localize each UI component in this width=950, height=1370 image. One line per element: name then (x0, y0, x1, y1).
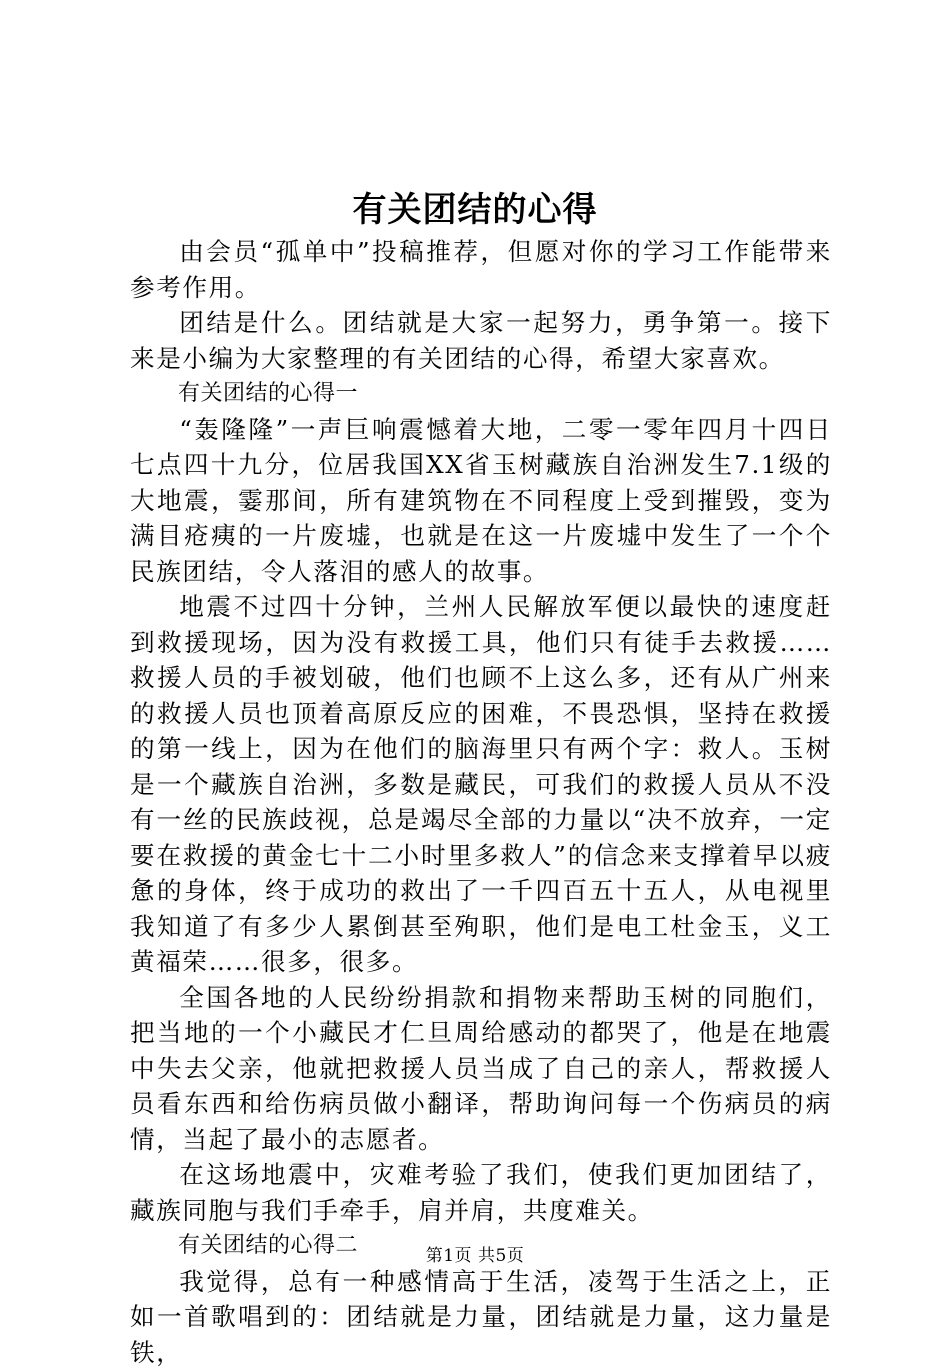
document-title: 有关团结的心得 (0, 186, 950, 234)
body-paragraph: 全国各地的人民纷纷捐款和捐物来帮助玉树的同胞们，把当地的一个小藏民才仁旦周给感动的都哭了，他是在地震中失去父亲，他就把救援人员当成了自己的亲人，帮救援人员看东西和给伤病员做小翻译，帮助询问每一个伤病员的病情，当起了最小的志愿者。 (130, 980, 832, 1158)
body-paragraph: 在这场地震中，灾难考验了我们，使我们更加团结了，藏族同胞与我们手牵手，肩并肩，共度难关。 (130, 1157, 832, 1228)
body-paragraph: 我觉得，总有一种感情高于生活，凌驾于生活之上，正如一首歌唱到的：团结就是力量，团结就是力量，这力量是铁， (130, 1264, 832, 1370)
page-number-footer: 第1页 共5页 (0, 1244, 950, 1268)
intro-paragraph: 由会员“孤单中”投稿推荐，但愿对你的学习工作能带来参考作用。 (130, 234, 832, 305)
document-body (130, 234, 832, 1370)
body-paragraph: “轰隆隆”一声巨响震憾着大地，二零一零年四月十四日七点四十九分，位居我国XX省玉树藏族自治洲发生7.1级的大地震，霎那间，所有建筑物在不同程度上受到摧毁，变为满目疮痍的一片废墟，也就是在这一片废墟中发生了一个个民族团结，令人落泪的感人的故事。 (130, 412, 832, 590)
summary-paragraph: 团结是什么。团结就是大家一起努力，勇争第一。接下来是小编为大家整理的有关团结的心得，希望大家喜欢。 (130, 305, 832, 376)
section-heading-two: 有关团结的心得二 (130, 1228, 832, 1264)
section-heading-one: 有关团结的心得一 (130, 376, 832, 412)
body-paragraph: 地震不过四十分钟，兰州人民解放军便以最快的速度赶到救援现场，因为没有救援工具，他们只有徒手去救援……救援人员的手被划破，他们也顾不上这么多，还有从广州来的救援人员也顶着高原反应的困难，不畏恐惧，坚持在救援的第一线上，因为在他们的脑海里只有两个字：救人。玉树是一个藏族自治洲，多数是藏民，可我们的救援人员从不没有一丝的民族歧视，总是竭尽全部的力量以“决不放弃，一定要在救援的黄金七十二小时里多救人”的信念来支撑着早以疲惫的身体，终于成功的救出了一千四百五十五人，从电视里我知道了有多少人累倒甚至殉职，他们是电工杜金玉，义工黄福荣……很多，很多。 (130, 589, 832, 980)
